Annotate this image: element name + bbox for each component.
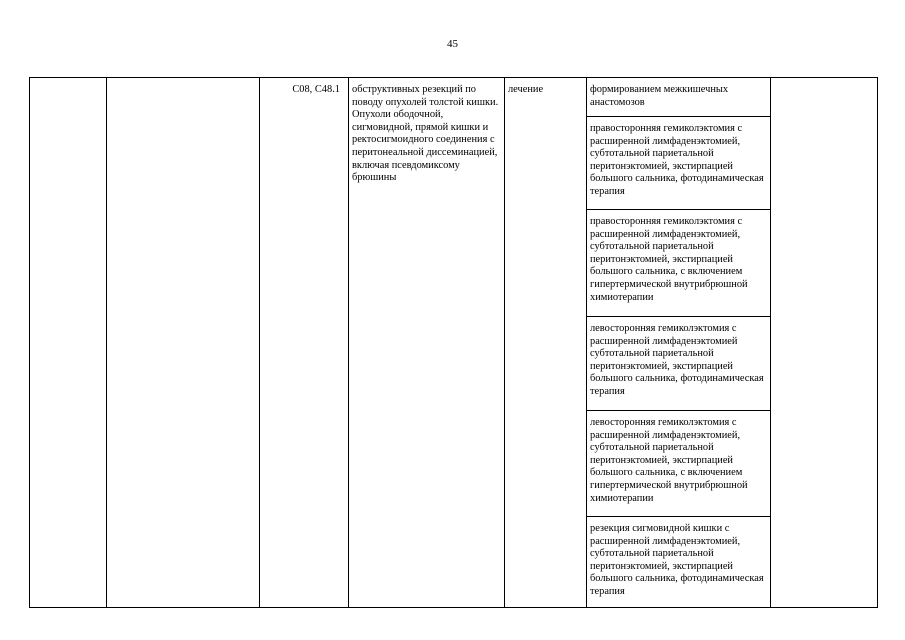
condition-cell: обструктивных резекций по поводу опухолей толстой кишки. Опухоли ободочной, сигмовидной, прямой кишки и ректосигмоидного соединения с перитонеальной диссеминацией, включая псевдомиксому брюшины: [349, 78, 505, 608]
table-cell-last: [771, 78, 878, 608]
table-cell-col1: [30, 78, 107, 608]
procedures-table: [29, 77, 878, 608]
procedure-item: правосторонняя гемиколэктомия с расширенной лимфаденэктомией, субтотальной париетальной перитонэктомией, экстирпацией большого сальника, с включением гипертермической внутрибрюшной химиотерапии: [587, 210, 770, 317]
page-number: 45: [447, 38, 458, 50]
procedure-item: левосторонняя гемиколэктомия с расширенной лимфаденэктомией, субтотальной париетальной перитонэктомией, экстирпацией большого сальника, с включением гипертермической внутрибрюшной химиотерапии: [587, 411, 770, 517]
procedures-list: [587, 78, 770, 607]
treatment-type-cell: лечение: [505, 78, 587, 608]
procedure-item: левосторонняя гемиколэктомия с расширенной лимфаденэктомией субтотальной париетальной перитонэктомией, экстирпацией большого сальника, фотодинамическая терапия: [587, 317, 770, 411]
procedures-cell: [587, 78, 771, 608]
table-row: [30, 78, 878, 608]
procedure-item: формированием межкишечных анастомозов: [587, 78, 770, 117]
procedure-item: резекция сигмовидной кишки с расширенной лимфаденэктомией, субтотальной париетальной перитонэктомией, экстирпацией большого сальника, фотодинамическая терапия: [590, 523, 764, 597]
table-cell-col2: [107, 78, 260, 608]
diagnosis-codes-cell: C08, C48.1: [260, 78, 349, 608]
procedure-item: правосторонняя гемиколэктомия с расширенной лимфаденэктомией, субтотальной париетальной перитонэктомией, экстирпацией большого сальника, фотодинамическая терапия: [587, 117, 770, 210]
